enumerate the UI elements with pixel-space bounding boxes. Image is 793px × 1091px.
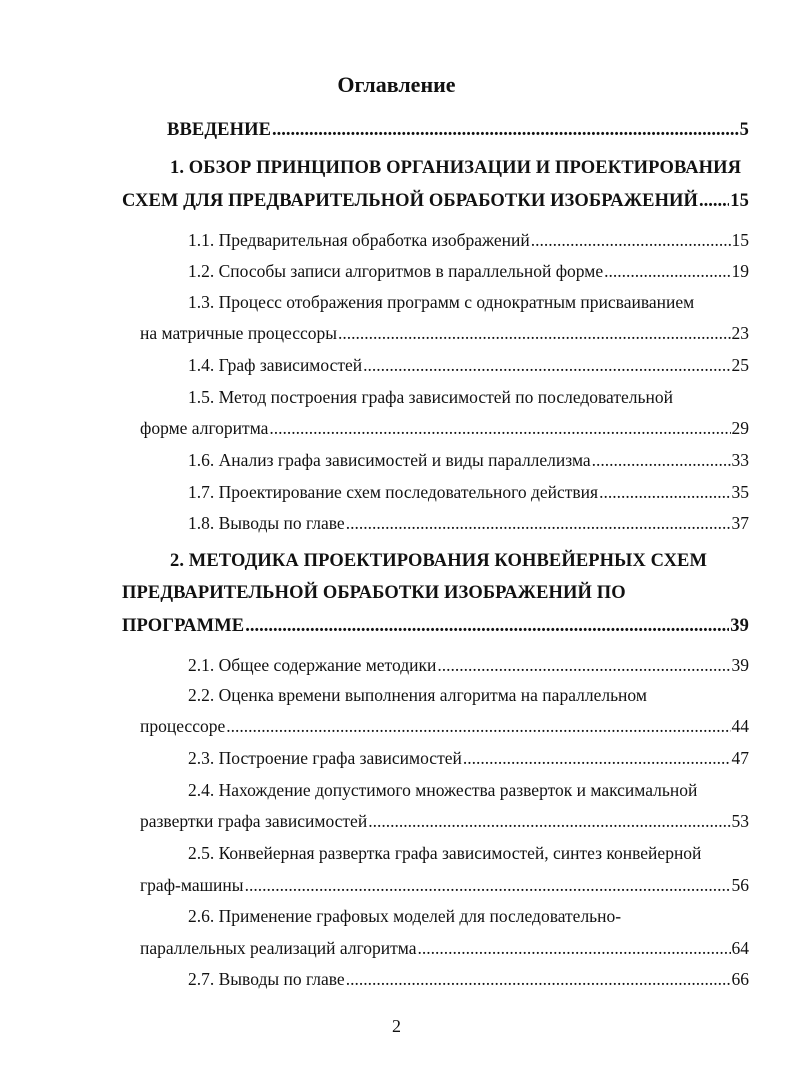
toc-entry-text: 1.7. Проектирование схем последовательного действия — [188, 482, 599, 502]
dot-leader — [245, 611, 729, 641]
toc-entry-text: 1.4. Граф зависимостей — [188, 355, 363, 375]
toc-entry-text: ПРОГРАММЕ — [122, 616, 245, 636]
toc-entry-text: на матричные процессоры — [140, 323, 338, 343]
toc-page-number: 44 — [731, 716, 749, 736]
toc-entry-text: 1.8. Выводы по главе — [188, 513, 345, 533]
toc-page-number: 15 — [730, 191, 749, 211]
dot-leader — [245, 870, 731, 900]
toc-page-number: 53 — [731, 811, 749, 831]
dot-leader — [272, 115, 739, 145]
toc-page-number: 39 — [730, 616, 749, 636]
toc-entry-2-1[interactable] — [188, 650, 749, 680]
toc-page-number: 29 — [731, 418, 749, 438]
dot-leader — [463, 743, 731, 773]
dot-leader — [531, 225, 731, 255]
toc-page-number: 33 — [731, 450, 749, 470]
toc-entry-text: развертки графа зависимостей — [140, 811, 368, 831]
toc-page-number: 47 — [731, 748, 749, 768]
toc-entry-1-5-line1: 1.5. Метод построения графа зависимостей по последовательной — [188, 387, 673, 407]
dot-leader — [226, 711, 730, 741]
dot-leader — [338, 318, 730, 348]
toc-entry-chapter-1[interactable] — [122, 186, 749, 216]
toc-entry-1-1[interactable] — [188, 225, 749, 255]
dot-leader — [269, 413, 730, 443]
dot-leader — [699, 186, 729, 216]
toc-entry-2-6[interactable] — [140, 933, 749, 963]
toc-entry-1-3[interactable] — [140, 318, 749, 348]
toc-chapter-1-line1: 1. ОБЗОР ПРИНЦИПОВ ОРГАНИЗАЦИИ И ПРОЕКТИРОВАНИЯ — [170, 158, 742, 178]
toc-entry-text: граф-машины — [140, 875, 244, 895]
toc-page-number: 25 — [731, 355, 749, 375]
page-number: 2 — [392, 1016, 401, 1036]
toc-entry-2-7[interactable] — [188, 964, 749, 994]
toc-entry-1-8[interactable] — [188, 508, 749, 538]
toc-entry-text: СХЕМ ДЛЯ ПРЕДВАРИТЕЛЬНОЙ ОБРАБОТКИ ИЗОБРАЖЕНИЙ — [122, 191, 699, 211]
toc-chapter-2-line2: ПРЕДВАРИТЕЛЬНОЙ ОБРАБОТКИ ИЗОБРАЖЕНИЙ ПО — [122, 583, 626, 603]
toc-page-number: 15 — [731, 230, 749, 250]
toc-entry-text: 1.6. Анализ графа зависимостей и виды параллелизма — [188, 450, 591, 470]
toc-entry-text: 2.1. Общее содержание методики — [188, 655, 437, 675]
dot-leader — [437, 650, 730, 680]
toc-page-number: 37 — [731, 513, 749, 533]
toc-entry-chapter-2[interactable] — [122, 611, 749, 641]
dot-leader — [604, 256, 730, 286]
toc-entry-text: ВВЕДЕНИЕ — [167, 120, 272, 140]
toc-entry-text: параллельных реализаций алгоритма — [140, 938, 417, 958]
toc-entry-2-4[interactable] — [140, 806, 749, 836]
toc-entry-1-7[interactable] — [188, 477, 749, 507]
dot-leader — [346, 964, 731, 994]
toc-entry-2-6-line1: 2.6. Применение графовых моделей для последовательно- — [188, 906, 622, 926]
toc-entry-1-2[interactable] — [188, 256, 749, 286]
toc-entry-2-5-line1: 2.5. Конвейерная развертка графа зависимостей, синтез конвейерной — [188, 843, 702, 863]
dot-leader — [592, 445, 731, 475]
toc-entry-2-2[interactable] — [140, 711, 749, 741]
toc-entry-2-2-line1: 2.2. Оценка времени выполнения алгоритма на параллельном — [188, 685, 647, 705]
toc-entry-1-4[interactable] — [188, 350, 749, 380]
dot-leader — [368, 806, 730, 836]
toc-page-number: 64 — [731, 938, 749, 958]
toc-entry-1-5[interactable] — [140, 413, 749, 443]
toc-entry-text: 1.2. Способы записи алгоритмов в параллельной форме — [188, 261, 604, 281]
toc-chapter-2-line1: 2. МЕТОДИКА ПРОЕКТИРОВАНИЯ КОНВЕЙЕРНЫХ СХЕМ — [170, 551, 708, 571]
toc-page-number: 5 — [739, 120, 749, 140]
toc-entry-text: 1.1. Предварительная обработка изображений — [188, 230, 530, 250]
toc-page-number: 39 — [731, 655, 749, 675]
toc-entry-intro[interactable] — [167, 115, 749, 145]
toc-entry-text: 2.7. Выводы по главе — [188, 969, 345, 989]
toc-entry-2-4-line1: 2.4. Нахождение допустимого множества разверток и максимальной — [188, 780, 698, 800]
toc-page-number: 56 — [731, 875, 749, 895]
dot-leader — [363, 350, 730, 380]
dot-leader — [599, 477, 730, 507]
toc-entry-1-6[interactable] — [188, 445, 749, 475]
toc-page-number: 35 — [731, 482, 749, 502]
dot-leader — [346, 508, 731, 538]
toc-page-number: 23 — [731, 323, 749, 343]
toc-entry-text: 2.3. Построение графа зависимостей — [188, 748, 462, 768]
toc-entry-text: процессоре — [140, 716, 226, 736]
toc-entry-text: форме алгоритма — [140, 418, 269, 438]
toc-page-number: 66 — [731, 969, 749, 989]
toc-title: Оглавление — [337, 72, 456, 97]
dot-leader — [418, 933, 731, 963]
toc-page-number: 19 — [731, 261, 749, 281]
toc-entry-2-3[interactable] — [188, 743, 749, 773]
toc-entry-2-5[interactable] — [140, 870, 749, 900]
toc-entry-1-3-line1: 1.3. Процесс отображения программ с однократным присваиванием — [188, 292, 695, 312]
